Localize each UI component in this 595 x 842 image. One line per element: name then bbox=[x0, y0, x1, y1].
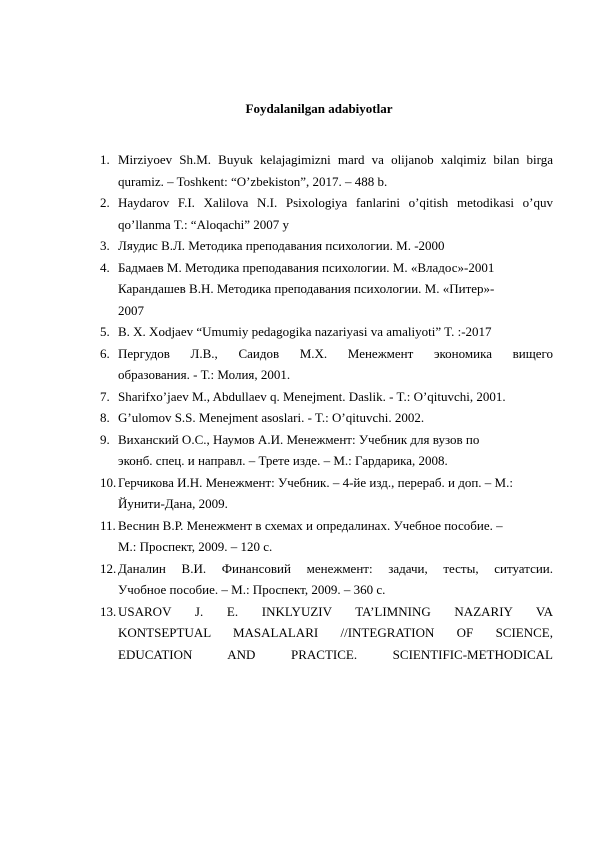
reference-line: Учобное пособие. – М.: Проспект, 2009. – 360 с. bbox=[118, 582, 386, 597]
reference-item bbox=[100, 472, 553, 515]
reference-item bbox=[100, 386, 553, 408]
reference-number: 10. bbox=[100, 474, 117, 490]
reference-text bbox=[118, 558, 553, 601]
reference-line: Бадмаев М. Методика преподавания психологии. М. «Владос»-2001 bbox=[118, 259, 495, 275]
page-title: Foydalanilgan adabiyotlar bbox=[245, 101, 393, 116]
reference-text bbox=[118, 429, 553, 472]
reference-line: образования. - Т.: Молия, 2001. bbox=[118, 367, 291, 382]
reference-number: 8. bbox=[100, 410, 110, 425]
reference-line: Mirziyoev Sh.M. Buyuk kelajagimizni mard va olijanob xalqimiz bilan birga bbox=[118, 152, 553, 167]
reference-number: 7. bbox=[100, 388, 110, 404]
reference-line: Виханский О.С., Наумов А.И. Менежмент: Учебник для вузов по bbox=[118, 431, 480, 447]
reference-item bbox=[100, 321, 553, 343]
reference-line: Веснин В.Р. Менежмент в схемах и опредалинах. Учебное пособие. – bbox=[118, 517, 503, 533]
reference-line: Йунити-Дана, 2009. bbox=[118, 496, 228, 511]
reference-list bbox=[100, 149, 553, 665]
reference-item bbox=[100, 343, 553, 386]
reference-line: Ляудис В.Л. Методика преподавания психологии. М. -2000 bbox=[118, 238, 445, 253]
reference-item bbox=[100, 149, 553, 192]
reference-number: 1. bbox=[100, 152, 110, 167]
reference-number: 5. bbox=[100, 324, 110, 339]
reference-line: B. X. Xodjaev “Umumiy pedagogika nazariyasi va amaliyoti” T. :-2017 bbox=[118, 324, 492, 339]
reference-line: 2007 bbox=[118, 302, 144, 318]
reference-number: 12. bbox=[100, 560, 117, 576]
reference-item bbox=[100, 235, 553, 257]
reference-text bbox=[118, 472, 553, 515]
reference-number: 11. bbox=[100, 517, 116, 533]
reference-text bbox=[118, 343, 553, 386]
reference-line: qo’llanma T.: “Aloqachi” 2007 y bbox=[118, 216, 289, 232]
reference-text bbox=[118, 321, 553, 343]
reference-line: USAROV J. E. INKLYUZIV TA’LIMNING NAZARIY VA bbox=[118, 603, 553, 619]
reference-number: 2. bbox=[100, 195, 110, 210]
reference-line: М.: Проспект, 2009. – 120 с. bbox=[118, 539, 273, 554]
reference-line: Карандашев В.Н. Методика преподавания психологии. М. «Питер»- bbox=[118, 281, 495, 296]
reference-line: Герчикова И.Н. Менежмент: Учебник. – 4-йе изд., перераб. и доп. – М.: bbox=[118, 474, 513, 490]
reference-text bbox=[118, 257, 553, 322]
reference-text bbox=[118, 149, 553, 192]
reference-item bbox=[100, 407, 553, 429]
reference-line: Sharifxo’jaev M., Abdullaev q. Menejment. Daslik. - T.: O’qituvchi, 2001. bbox=[118, 388, 506, 404]
reference-item bbox=[100, 429, 553, 472]
reference-number: 3. bbox=[100, 238, 110, 253]
reference-line: KONTSEPTUAL MASALALARI //INTEGRATION OF SCIENCE, bbox=[118, 625, 553, 640]
reference-text bbox=[118, 192, 553, 235]
reference-item bbox=[100, 558, 553, 601]
reference-line: Даналин В.И. Финансовий менежмент: задачи, тесты, ситуатсии. bbox=[118, 560, 553, 576]
reference-line: EDUCATION AND PRACTICE. SCIENTIFIC-METHODICAL bbox=[118, 646, 553, 662]
reference-text bbox=[118, 515, 553, 558]
reference-text bbox=[118, 407, 553, 429]
reference-line: эконб. спец. и направл. – Трете изде. – М.: Гардарика, 2008. bbox=[118, 453, 448, 468]
reference-number: 13. bbox=[100, 603, 117, 619]
reference-number: 6. bbox=[100, 345, 110, 361]
reference-line: Пергудов Л.В., Саидов М.Х. Менежмент экономика вищего bbox=[118, 345, 553, 361]
reference-item bbox=[100, 192, 553, 235]
reference-text bbox=[118, 235, 553, 257]
reference-line: G’ulomov S.S. Menejment asoslari. - T.: O’qituvchi. 2002. bbox=[118, 410, 425, 425]
reference-text bbox=[118, 386, 553, 408]
reference-text bbox=[118, 601, 553, 666]
reference-line: quramiz. – Toshkent: “O’zbekiston”, 2017. – 488 b. bbox=[118, 173, 388, 189]
reference-number: 4. bbox=[100, 259, 110, 275]
reference-line: Haydarov F.I. Xalilova N.I. Psixologiya fanlarini o’qitish metodikasi o’quv bbox=[118, 195, 553, 210]
reference-item bbox=[100, 515, 553, 558]
reference-number: 9. bbox=[100, 431, 110, 447]
reference-item bbox=[100, 257, 553, 322]
reference-item bbox=[100, 601, 553, 666]
